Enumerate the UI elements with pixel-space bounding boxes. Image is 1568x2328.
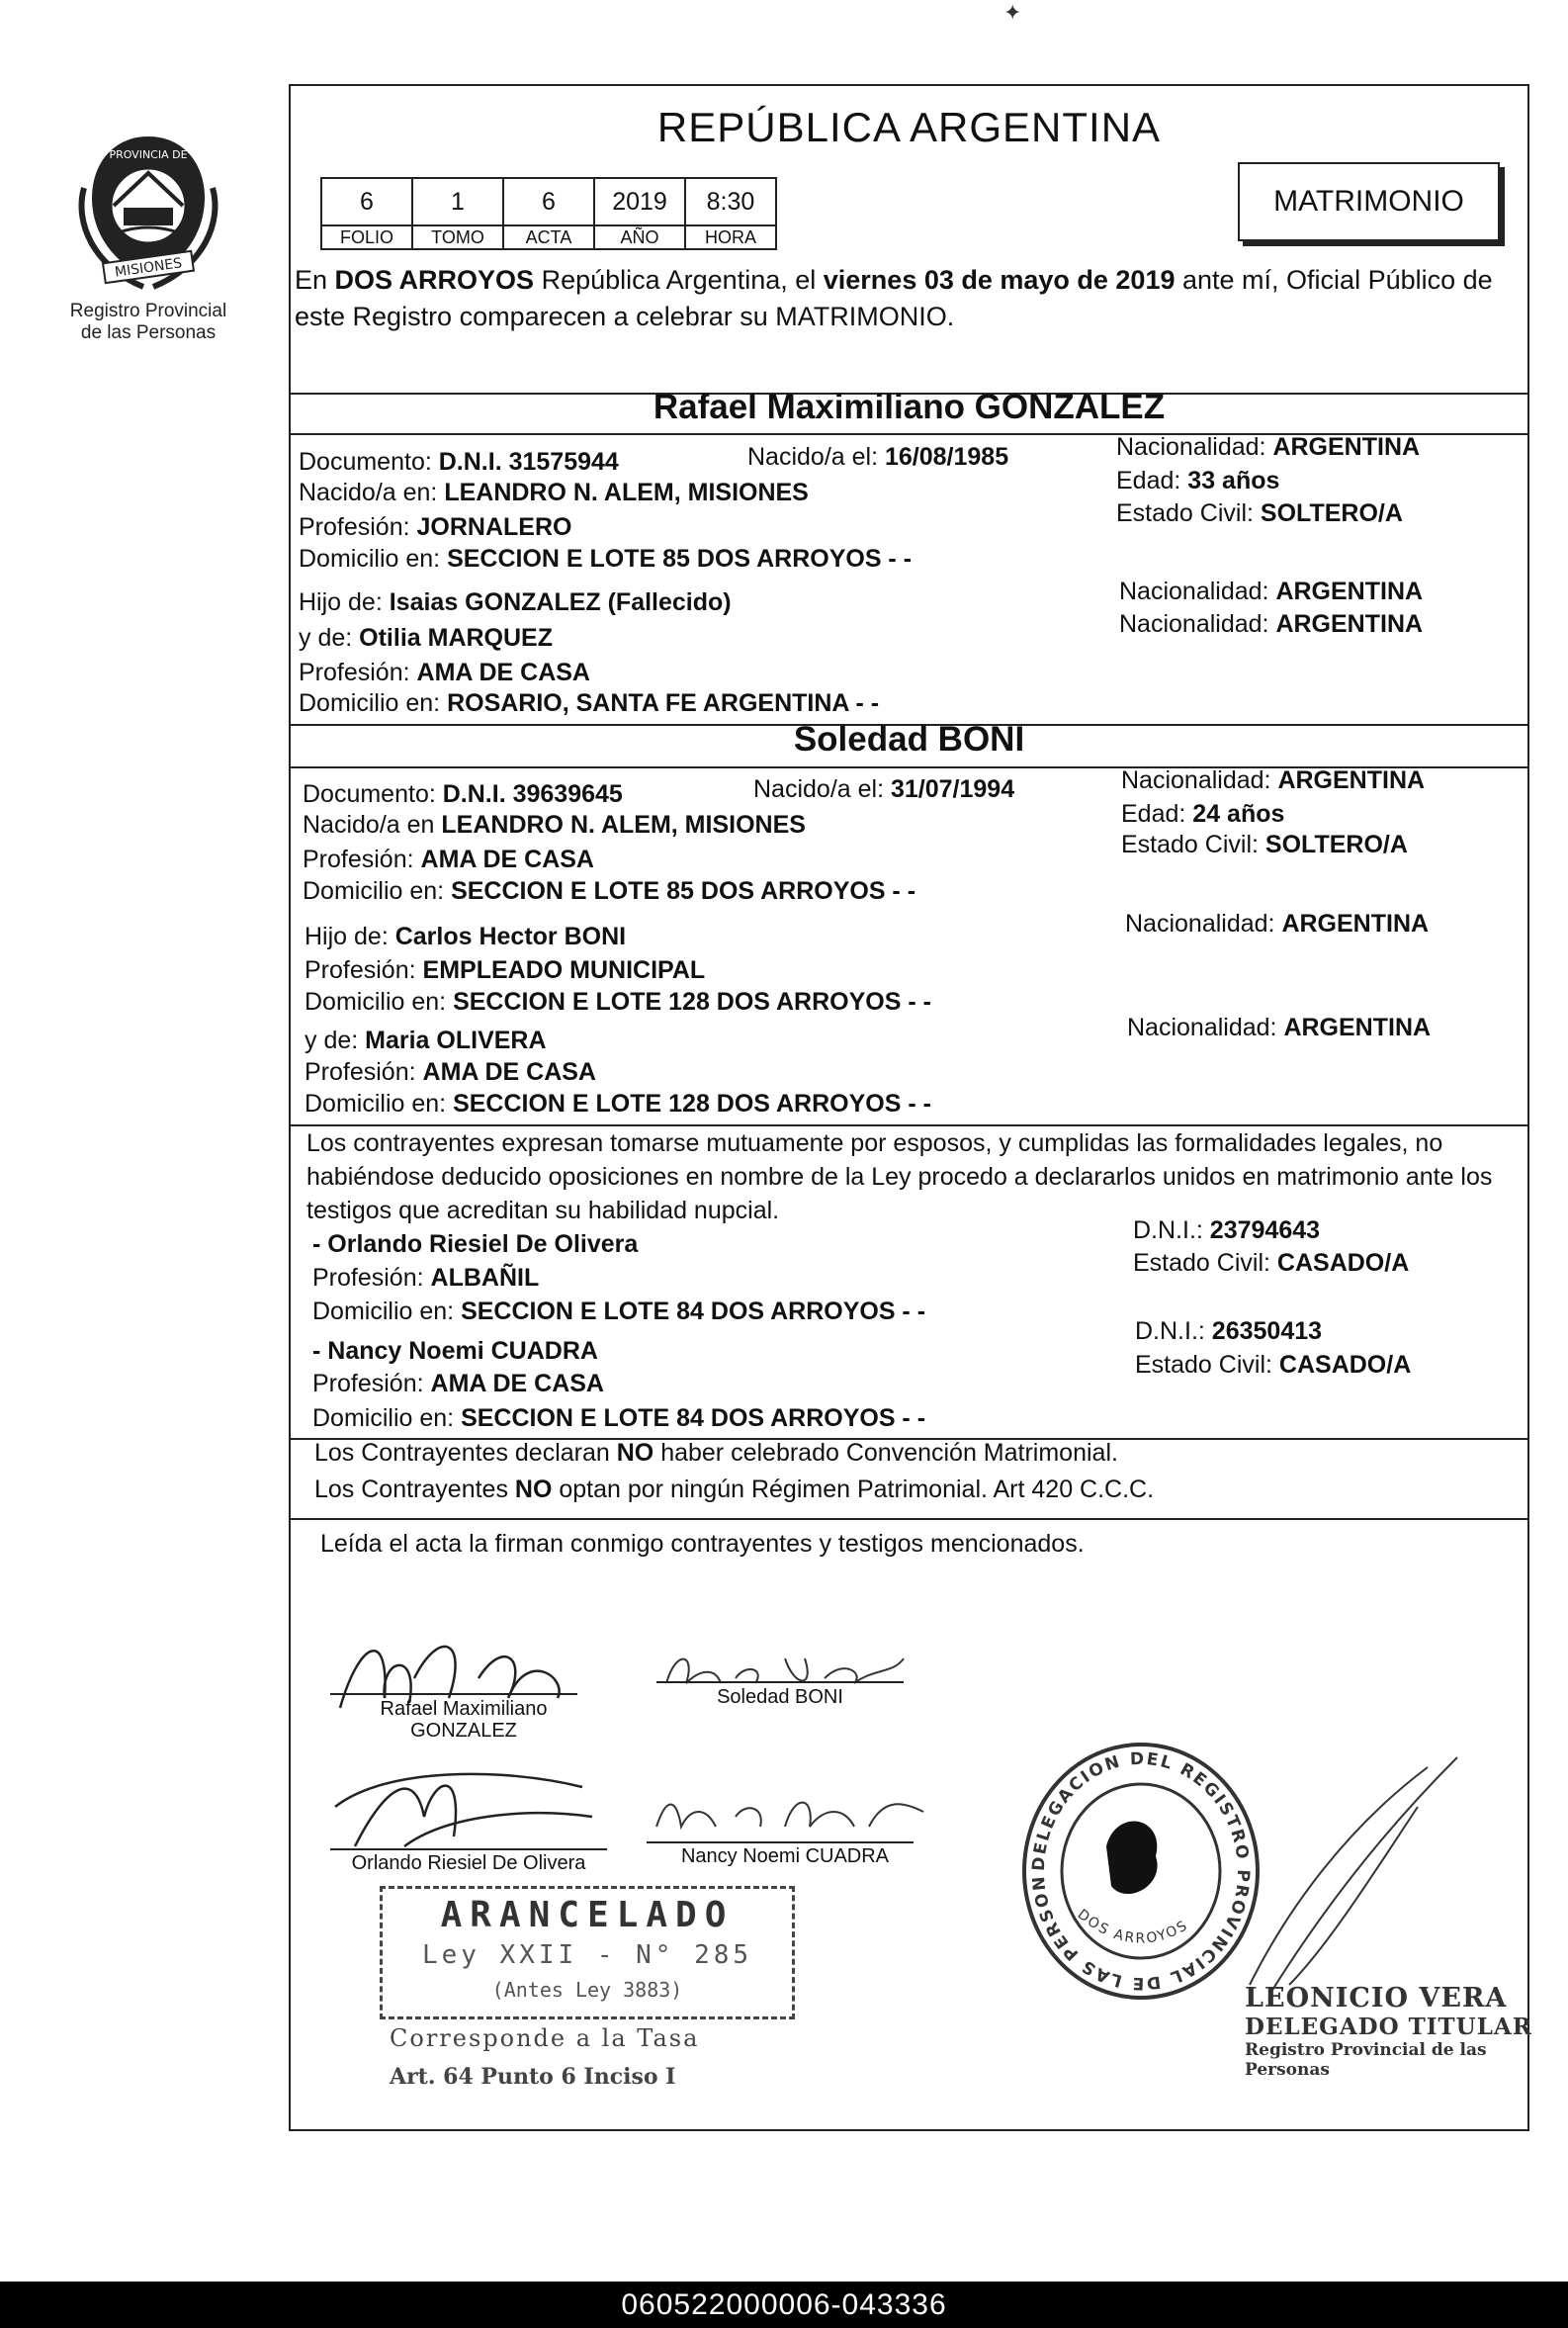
groom-age: Edad: 33 años — [1116, 467, 1280, 494]
witness2-dni: D.N.I.: 26350413 — [1135, 1317, 1323, 1345]
svg-text:DELEGACION DEL REGISTRO PROVIN: DELEGACION DEL REGISTRO PROVINCIAL DE LAS PERSONAS — [1009, 1723, 1254, 1994]
bride-mother-profession: Profesión: AMA DE CASA — [305, 1058, 596, 1086]
bride-name: Soledad BONI — [793, 720, 1025, 759]
witness2-signature-line — [647, 1841, 914, 1843]
scan-mark: ✦ — [1003, 0, 1022, 25]
groom-father: Hijo de: Isaias GONZALEZ (Fallecido) — [299, 588, 732, 616]
groom-mother-nationality: Nacionalidad: ARGENTINA — [1119, 610, 1424, 638]
groom-birthdate: Nacido/a el: 16/08/1985 — [747, 443, 1009, 471]
bride-nationality: Nacionalidad: ARGENTINA — [1121, 766, 1426, 794]
registry-values-row — [321, 178, 776, 225]
witness1-signature-icon — [325, 1757, 612, 1856]
groom-birthplace: Nacido/a en: LEANDRO N. ALEM, MISIONES — [299, 479, 809, 506]
groom-nationality: Nacionalidad: ARGENTINA — [1116, 433, 1421, 461]
convention-line2: Los Contrayentes NO optan por ningún Régimen Patrimonial. Art 420 C.C.C. — [314, 1476, 1155, 1503]
official-role: DELEGADO TITULAR — [1245, 2014, 1532, 2040]
official-org: Registro Provincial de las Personas — [1245, 2040, 1487, 2080]
witness2-signature-name: Nancy Noemi CUADRA — [680, 1845, 890, 1867]
divider — [291, 1518, 1527, 1520]
groom-profession: Profesión: JORNALERO — [299, 513, 572, 541]
intro-date: viernes 03 de mayo de 2019 — [823, 265, 1176, 295]
bride-signature-name: Soledad BONI — [717, 1686, 843, 1708]
bride-address: Domicilio en: SECCION E LOTE 85 DOS ARROYOS - - — [303, 877, 916, 905]
registry-logo — [54, 129, 242, 344]
page-title: REPÚBLICA ARGENTINA — [656, 104, 1162, 150]
svg-text:MISIONES: MISIONES — [114, 255, 184, 281]
witness1-civil-status: Estado Civil: CASADO/A — [1133, 1249, 1410, 1277]
bride-age: Edad: 24 años — [1121, 800, 1285, 828]
official-name: LEONICIO VERA — [1245, 1983, 1508, 2014]
tomo-value: 1 — [412, 178, 503, 225]
groom-name: Rafael Maximiliano GONZALEZ — [653, 388, 1166, 426]
province-seal-icon — [74, 129, 222, 297]
witness2-address: Domicilio en: SECCION E LOTE 84 DOS ARROYOS - - — [312, 1404, 926, 1432]
bride-birthdate: Nacido/a el: 31/07/1994 — [753, 775, 1015, 803]
groom-civil-status: Estado Civil: SOLTERO/A — [1116, 499, 1403, 527]
marriage-record-form — [289, 84, 1532, 2131]
closing-statement: Leída el acta la firman conmigo contrayentes y testigos mencionados. — [320, 1530, 1085, 1558]
witness2-name: - Nancy Noemi CUADRA — [312, 1337, 598, 1365]
witness2-signature-icon — [647, 1787, 933, 1846]
folio-value: 6 — [321, 178, 412, 225]
official-signature-icon — [1230, 1747, 1477, 2005]
fee-stamp-title: ARANCELADO — [440, 1895, 735, 1935]
logo-caption-line2: de las Personas — [80, 322, 217, 343]
witness1-profession: Profesión: ALBAÑIL — [312, 1264, 540, 1292]
hour-label: HORA — [685, 225, 776, 249]
groom-documento: Documento: D.N.I. 31575944 — [299, 448, 619, 476]
bride-mother-address: Domicilio en: SECCION E LOTE 128 DOS ARROYOS - - — [305, 1090, 931, 1118]
fee-stamp — [380, 1886, 795, 2019]
bride-mother: y de: Maria OLIVERA — [305, 1027, 547, 1054]
groom-parents-address: Domicilio en: ROSARIO, SANTA FE ARGENTINA - - — [299, 689, 880, 717]
tomo-label: TOMO — [412, 225, 503, 249]
official-stamp — [1245, 1983, 1541, 2080]
year-label: AÑO — [594, 225, 685, 249]
witness1-signature-line — [330, 1848, 607, 1850]
registry-data-table — [320, 177, 777, 250]
fee-stamp-law: Ley XXII - N° 285 — [421, 1940, 753, 1970]
folio-label: FOLIO — [321, 225, 412, 249]
groom-address: Domicilio en: SECCION E LOTE 85 DOS ARROYOS - - — [299, 545, 913, 573]
bride-father-address: Domicilio en: SECCION E LOTE 128 DOS ARROYOS - - — [305, 988, 931, 1016]
convention-line1: Los Contrayentes declaran NO haber celebrado Convención Matrimonial. — [314, 1439, 1118, 1467]
document-type-box: MATRIMONIO — [1238, 162, 1500, 241]
witness1-dni: D.N.I.: 23794643 — [1133, 1216, 1321, 1244]
year-value: 2019 — [594, 178, 685, 225]
groom-signature-line — [330, 1693, 577, 1695]
bride-father-nationality: Nacionalidad: ARGENTINA — [1125, 910, 1430, 938]
groom-father-nationality: Nacionalidad: ARGENTINA — [1119, 578, 1424, 605]
bride-signature-line — [656, 1681, 904, 1683]
registry-labels-row — [321, 225, 776, 249]
intro-place: DOS ARROYOS — [334, 265, 535, 295]
groom-mother-profession: Profesión: AMA DE CASA — [299, 659, 590, 686]
hour-value: 8:30 — [685, 178, 776, 225]
fee-stamp-note: Corresponde a la Tasa — [390, 2024, 700, 2052]
bride-father-profession: Profesión: EMPLEADO MUNICIPAL — [305, 956, 706, 984]
bride-documento: Documento: D.N.I. 39639645 — [303, 780, 623, 808]
intro-paragraph: En DOS ARROYOS República Argentina, el viernes 03 de mayo de 2019 ante mí, Oficial Público de este Registro comparecen a celebrar su MATRIMONIO. — [295, 265, 1493, 331]
groom-mother: y de: Otilia MARQUEZ — [299, 624, 553, 652]
bride-profession: Profesión: AMA DE CASA — [303, 846, 594, 873]
witness1-name: - Orlando Riesiel De Olivera — [312, 1230, 639, 1258]
groom-signature-name: Rafael Maximiliano GONZALEZ — [380, 1698, 548, 1742]
fee-stamp-previous-law: (Antes Ley 3883) — [491, 1978, 683, 2002]
svg-text:DOS ARROYOS: DOS ARROYOS — [1074, 1906, 1192, 1947]
declaration-paragraph: Los contrayentes expresan tomarse mutuamente por esposos, y cumplidas las formalidades legales, no habiéndose deducido oposiciones en nombre de la Ley procedo a declararlos unidos en matrimonio ante los testigos que acreditan su habilidad nupcial. — [306, 1129, 1493, 1224]
bride-mother-nationality: Nacionalidad: ARGENTINA — [1127, 1014, 1432, 1041]
witness1-signature-name: Orlando Riesiel De Olivera — [351, 1852, 586, 1874]
fee-stamp-article: Art. 64 Punto 6 Inciso I — [390, 2064, 676, 2090]
logo-caption-line1: Registro Provincial — [69, 301, 227, 321]
bride-civil-status: Estado Civil: SOLTERO/A — [1121, 831, 1408, 858]
witness2-profession: Profesión: AMA DE CASA — [312, 1370, 604, 1397]
acta-label: ACTA — [503, 225, 594, 249]
witness2-civil-status: Estado Civil: CASADO/A — [1135, 1351, 1412, 1379]
bride-father: Hijo de: Carlos Hector BONI — [305, 923, 627, 950]
bride-birthplace: Nacido/a en LEANDRO N. ALEM, MISIONES — [303, 811, 806, 839]
document-id-bar: 060522000006-043336 — [0, 2282, 1568, 2328]
acta-value: 6 — [503, 178, 594, 225]
witness1-address: Domicilio en: SECCION E LOTE 84 DOS ARROYOS - - — [312, 1298, 926, 1325]
svg-text:PROVINCIA DE: PROVINCIA DE — [109, 148, 188, 161]
official-seal-icon — [1009, 1723, 1264, 2005]
